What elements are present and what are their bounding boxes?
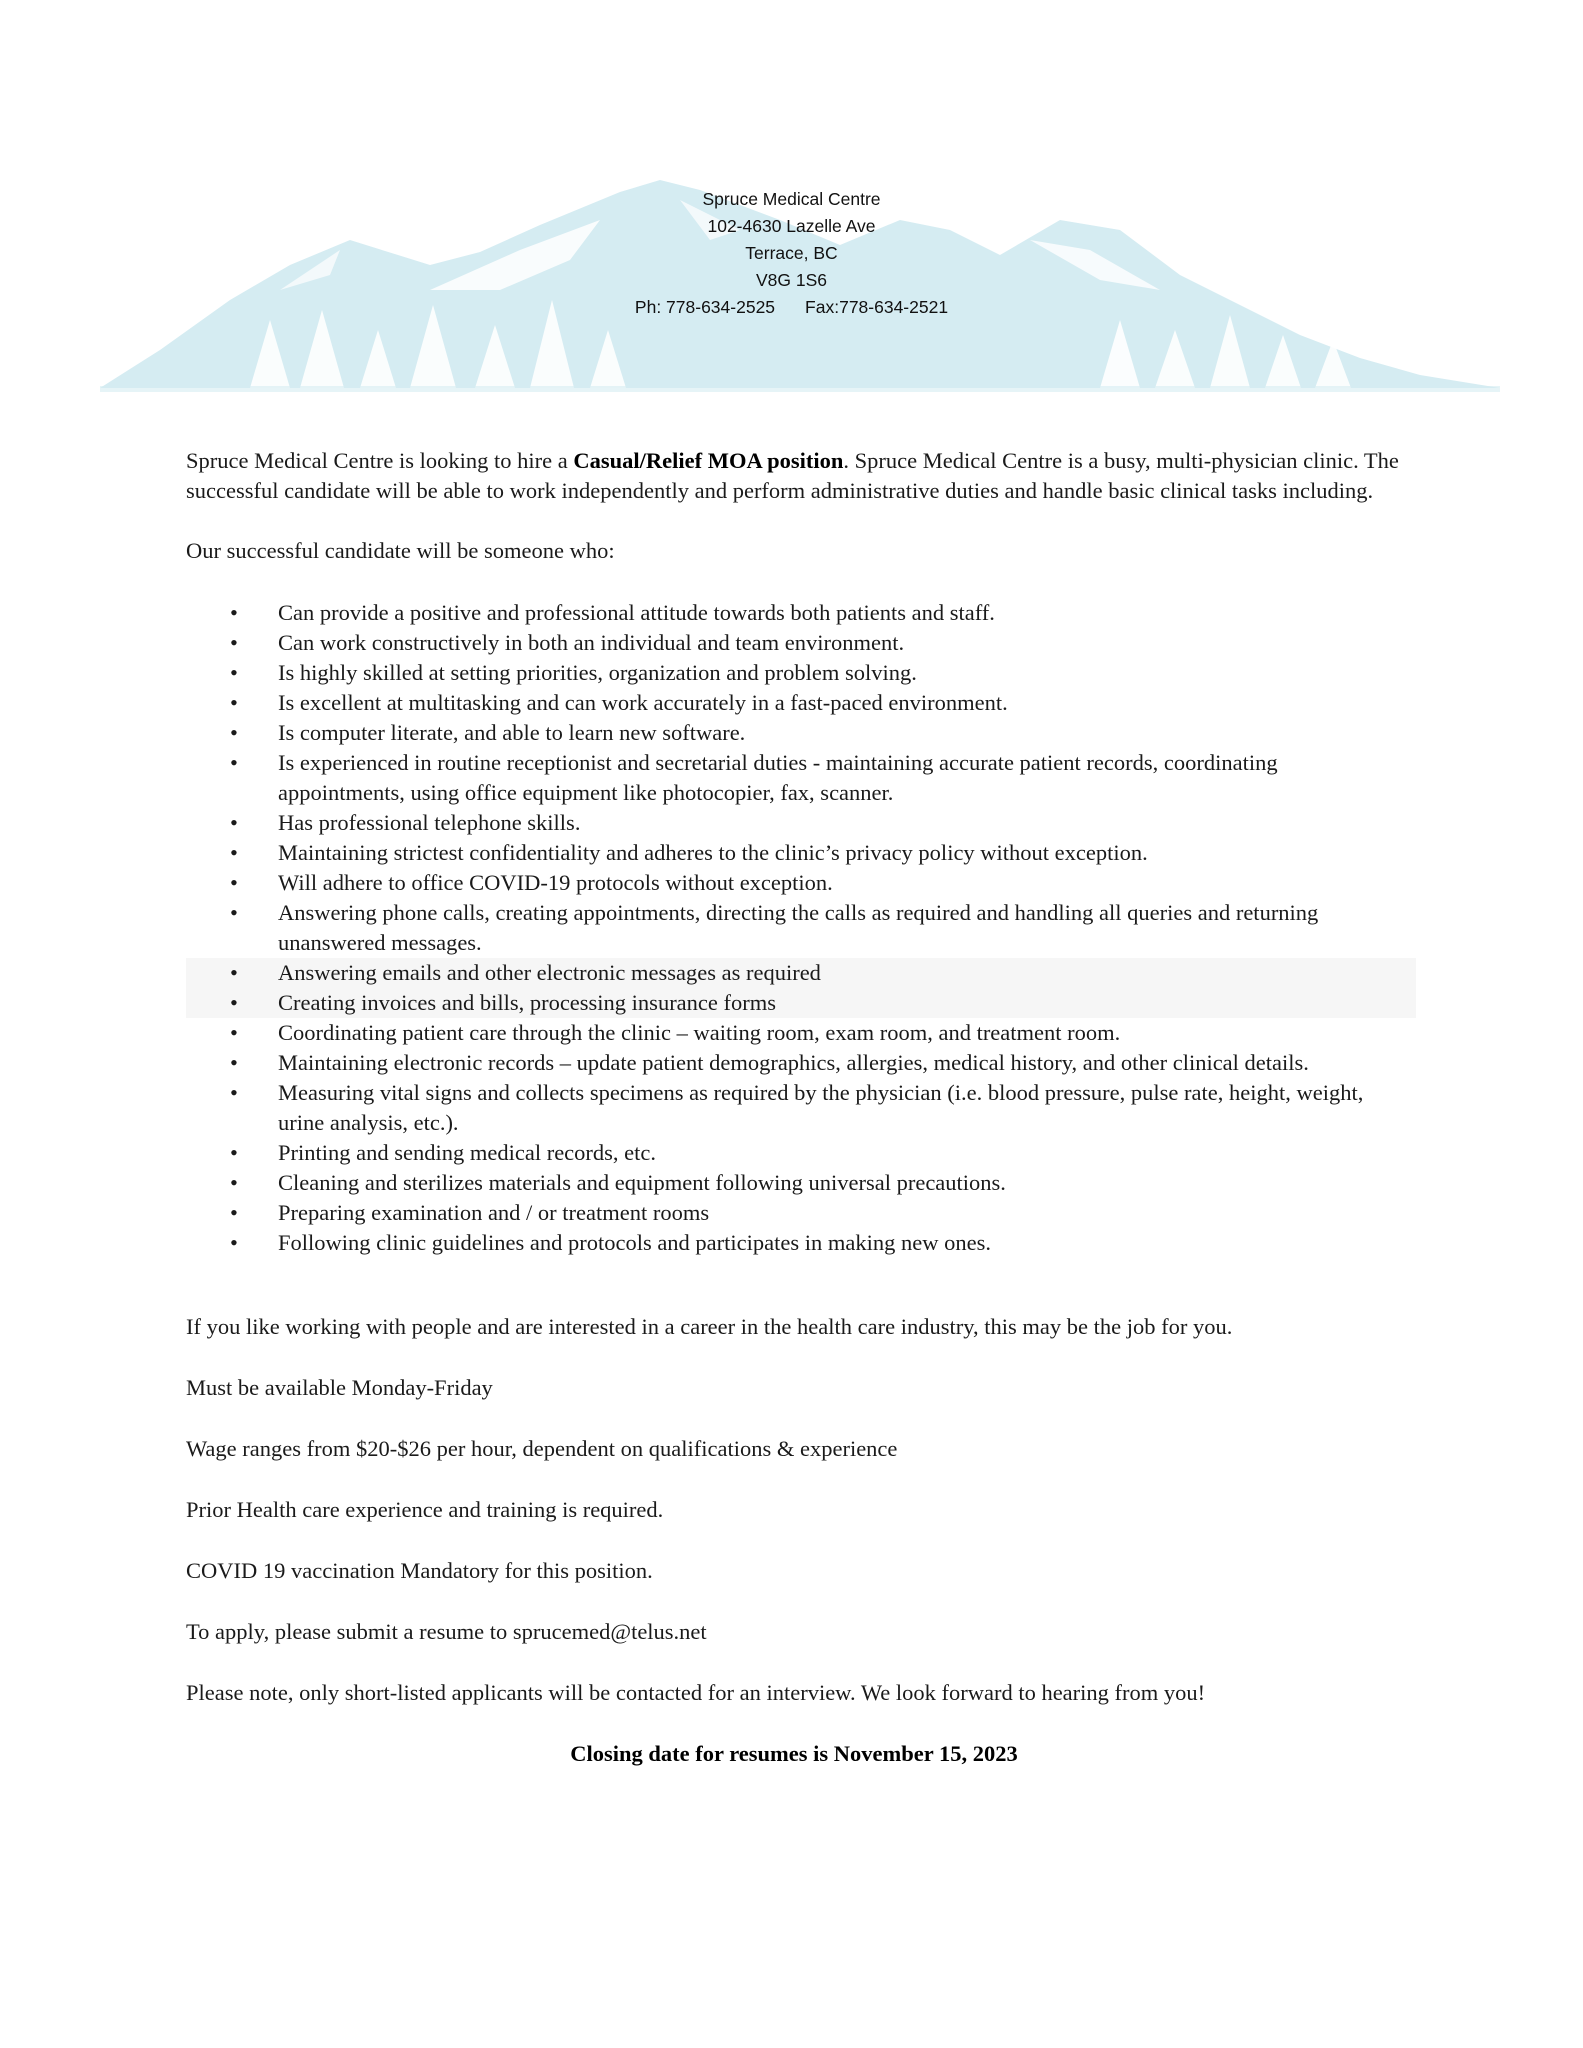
list-item-text: Cleaning and sterilizes materials and equipment following universal precautions. (278, 1170, 1006, 1195)
requirements-list (186, 598, 1402, 1258)
list-item-text: Is excellent at multitasking and can work accurately in a fast-paced environment. (278, 690, 1008, 715)
bullet-icon: • (230, 1020, 238, 1045)
list-item (186, 988, 1416, 1018)
list-item (186, 598, 1402, 628)
clinic-postal-code: V8G 1S6 (755, 270, 828, 290)
list-item (186, 658, 1402, 688)
letterhead (0, 186, 1583, 321)
clinic-contact (0, 294, 1583, 321)
career-paragraph: If you like working with people and are interested in a career in the health care industry, this may be the job for you. (186, 1314, 1233, 1339)
intro-text-start: Spruce Medical Centre is looking to hire a (186, 448, 574, 473)
list-item (186, 898, 1402, 958)
bullet-icon: • (230, 1230, 238, 1255)
bullet-icon: • (230, 720, 238, 745)
list-item-text: Measuring vital signs and collects specimens as required by the physician (i.e. blood pressure, pulse rate, height, weight, urine analysis, etc.). (278, 1080, 1364, 1135)
bullet-icon: • (230, 690, 238, 715)
bullet-icon: • (230, 660, 238, 685)
document-body (186, 446, 1402, 1769)
bullet-icon: • (230, 900, 238, 925)
list-item-text: Maintaining electronic records – update patient demographics, allergies, medical history, and other clinical details. (278, 1050, 1309, 1075)
list-item-text: Can work constructively in both an individual and team environment. (278, 630, 905, 655)
list-item (186, 1018, 1402, 1048)
bullet-icon: • (230, 1080, 238, 1105)
list-item (186, 1168, 1402, 1198)
vaccination-requirement: COVID 19 vaccination Mandatory for this position. (186, 1558, 653, 1583)
bullet-icon: • (230, 1200, 238, 1225)
list-item-text: Printing and sending medical records, etc. (278, 1140, 657, 1165)
list-item-text: Is experienced in routine receptionist and secretarial duties - maintaining accurate patient records, coordinating appointments, using office equipment like photocopier, fax, scanner. (278, 750, 1278, 805)
list-item-text: Maintaining strictest confidentiality and adheres to the clinic’s privacy policy without exception. (278, 840, 1148, 865)
closing-date: Closing date for resumes is November 15, 2023 (570, 1741, 1018, 1766)
list-item (186, 868, 1402, 898)
bullet-icon: • (230, 990, 238, 1015)
shortlist-note: Please note, only short-listed applicants will be contacted for an interview. We look forward to hearing from you! (186, 1680, 1206, 1705)
list-item-text: Answering phone calls, creating appointments, directing the calls as required and handling all queries and returning unanswered messages. (278, 900, 1319, 955)
list-item (186, 1228, 1402, 1258)
list-item-text: Has professional telephone skills. (278, 810, 581, 835)
list-item-text: Coordinating patient care through the clinic – waiting room, exam room, and treatment room. (278, 1020, 1121, 1045)
list-item-text: Preparing examination and / or treatment rooms (278, 1200, 710, 1225)
list-item (186, 1198, 1402, 1228)
list-item-text: Is highly skilled at setting priorities, organization and problem solving. (278, 660, 917, 685)
bullet-icon: • (230, 870, 238, 895)
bullet-icon: • (230, 600, 238, 625)
clinic-name: Spruce Medical Centre (702, 189, 881, 209)
list-item (186, 1078, 1402, 1138)
list-item (186, 628, 1402, 658)
details-section (186, 1312, 1402, 1708)
clinic-fax: Fax:778-634-2521 (805, 297, 949, 317)
list-item-text: Following clinic guidelines and protocols and participates in making new ones. (278, 1230, 991, 1255)
list-item (186, 808, 1402, 838)
bullet-icon: • (230, 1140, 238, 1165)
bullet-icon: • (230, 1170, 238, 1195)
apply-instructions: To apply, please submit a resume to sprucemed@telus.net (186, 1619, 707, 1644)
bullet-icon: • (230, 840, 238, 865)
wage-text: Wage ranges from $20-$26 per hour, dependent on qualifications & experience (186, 1436, 898, 1461)
bullet-icon: • (230, 960, 238, 985)
list-item (186, 1138, 1402, 1168)
list-item-text: Can provide a positive and professional attitude towards both patients and staff. (278, 600, 995, 625)
availability-text: Must be available Monday-Friday (186, 1375, 493, 1400)
clinic-city: Terrace, BC (745, 243, 838, 263)
bullet-icon: • (230, 810, 238, 835)
list-item (186, 688, 1402, 718)
position-title: Casual/Relief MOA position (573, 448, 844, 473)
list-item-text: Creating invoices and bills, processing insurance forms (278, 990, 777, 1015)
list-item (186, 958, 1416, 988)
candidate-lead: Our successful candidate will be someone who: (186, 538, 615, 563)
bullet-icon: • (230, 630, 238, 655)
list-item (186, 1048, 1402, 1078)
list-item (186, 748, 1402, 808)
intro-text-end: . Spruce Medical Centre is a busy, multi-physician clinic. The successful candidate will be able to work independently and perform administrative duties and handle basic clinical tasks including. (186, 448, 1399, 503)
clinic-phone: Ph: 778-634-2525 (634, 297, 776, 317)
list-item (186, 718, 1402, 748)
experience-requirement: Prior Health care experience and training is required. (186, 1497, 664, 1522)
intro-paragraph (186, 446, 1402, 506)
list-item-text: Answering emails and other electronic messages as required (278, 960, 821, 985)
list-item-text: Will adhere to office COVID-19 protocols without exception. (278, 870, 833, 895)
bullet-icon: • (230, 750, 238, 775)
clinic-address: 102-4630 Lazelle Ave (707, 216, 876, 236)
list-item (186, 838, 1402, 868)
bullet-icon: • (230, 1050, 238, 1075)
list-item-text: Is computer literate, and able to learn new software. (278, 720, 746, 745)
